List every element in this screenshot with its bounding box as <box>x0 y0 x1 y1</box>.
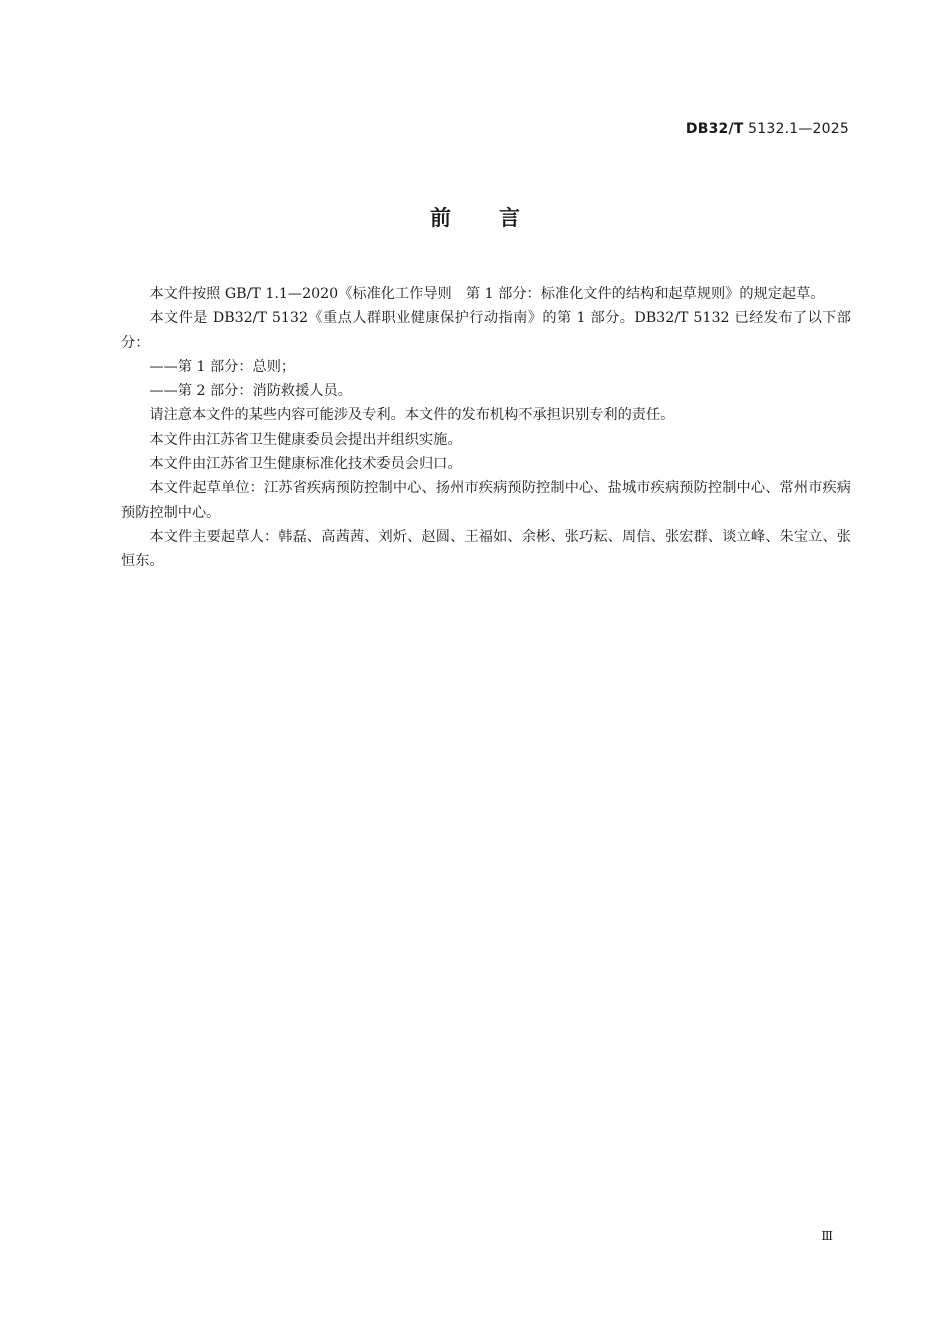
list-item-part-1: ——第 1 部分：总则； <box>149 358 296 375</box>
page-title: 前言 <box>430 206 568 230</box>
paragraph-committee: 本文件由江苏省卫生健康标准化技术委员会归口。 <box>149 456 462 473</box>
page-number: Ⅲ <box>821 1229 833 1243</box>
standard-number <box>686 121 849 137</box>
standard-code: 5132.1—2025 <box>748 121 849 137</box>
list-item-part-2: ——第 2 部分：消防救援人员。 <box>149 383 352 400</box>
paragraph-patent-notice: 请注意本文件的某些内容可能涉及专利。本文件的发布机构不承担识别专利的责任。 <box>149 407 675 424</box>
paragraph-drafting-units: 本文件起草单位：江苏省疾病预防控制中心、扬州市疾病预防控制中心、盐城市疾病预防控制中心、常州市疾病预防控制中心。 <box>121 480 851 521</box>
paragraph-proposer: 本文件由江苏省卫生健康委员会提出并组织实施。 <box>149 431 462 448</box>
foreword-body <box>121 282 851 574</box>
paragraph-part-info: 本文件是 DB32/T 5132《重点人群职业健康保护行动指南》的第 1 部分。DB32/T 5132 已经发布了以下部分： <box>121 310 851 351</box>
paragraph-drafters: 本文件主要起草人：韩磊、高茜茜、刘炘、赵圆、王福如、余彬、张巧耘、周信、张宏群、谈立峰、朱宝立、张恒东。 <box>121 528 851 570</box>
standard-prefix: DB32/T <box>685 121 744 137</box>
paragraph-drafting-rules: 本文件按照 GB/T 1.1—2020《标准化工作导则 第 1 部分：标准化文件的结构和起草规则》的规定起草。 <box>149 286 825 302</box>
